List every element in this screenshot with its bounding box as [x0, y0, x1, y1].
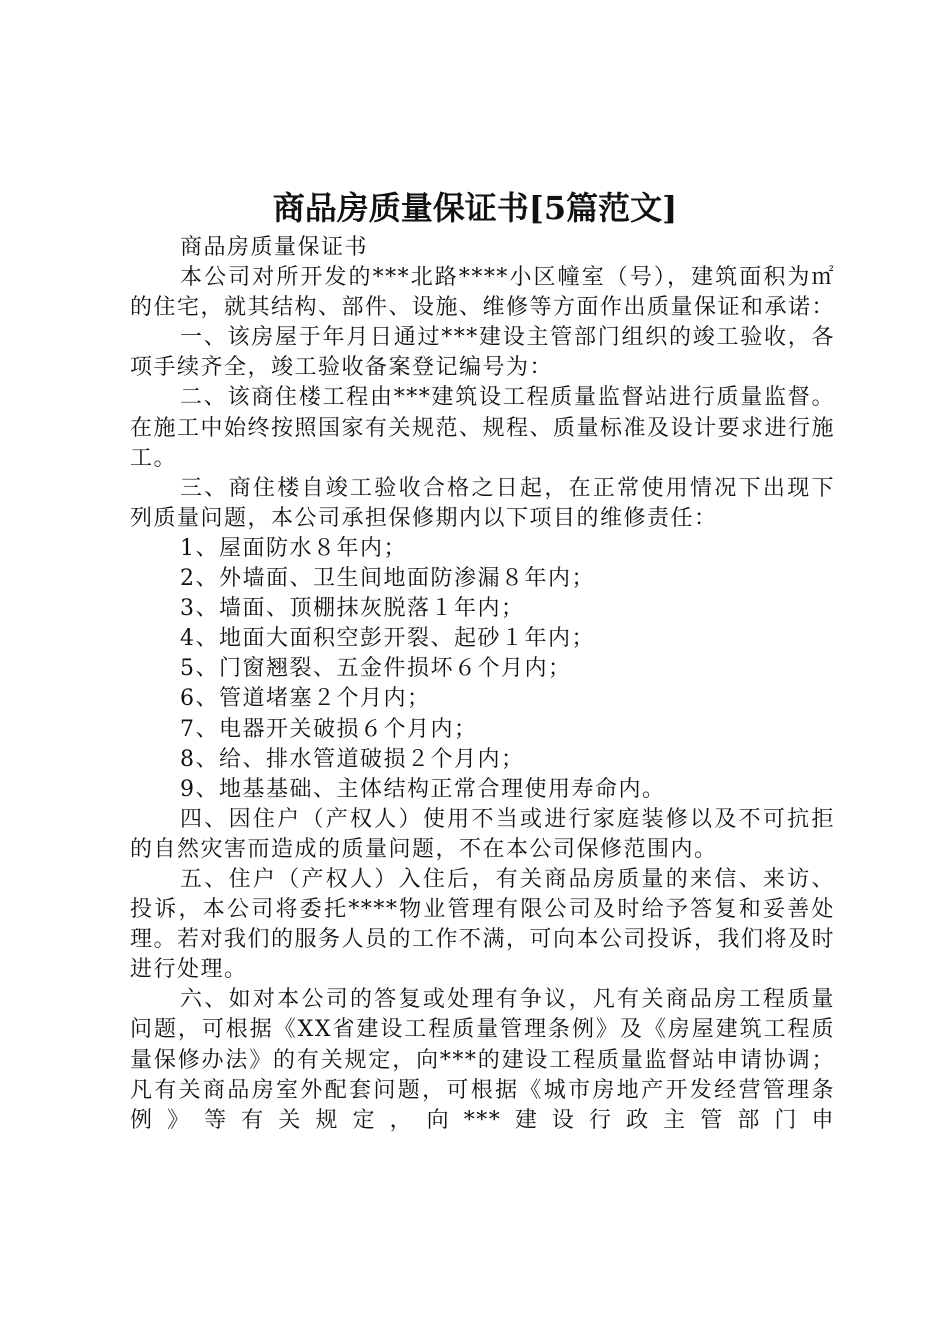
warranty-item-2: 2、外墙面、卫生间地面防渗漏８年内； — [180, 566, 595, 592]
intro-paragraph: 本公司对所开发的***北路****小区幢室（号），建筑面积为㎡的住宅，就其结构、部件、设施、维修等方面作出质量保证和承诺： — [130, 265, 836, 321]
warranty-item-4: 4、地面大面积空彭开裂、起砂１年内； — [180, 626, 595, 652]
subtitle-paragraph: 商品房质量保证书 — [180, 235, 369, 260]
clause-3-paragraph: 三、商住楼自竣工验收合格之日起，在正常使用情况下出现下列质量问题，本公司承担保修期内以下项目的维修责任： — [130, 475, 835, 531]
document-title: 商品房质量保证书[5篇范文] — [272, 189, 678, 227]
document-body — [130, 233, 835, 1136]
warranty-item-9: 9、地基基础、主体结构正常合理使用寿命内。 — [180, 776, 666, 802]
warranty-item-3: 3、墙面、顶棚抹灰脱落１年内； — [180, 596, 525, 622]
clause-1-paragraph: 一、该房屋于年月日通过***建设主管部门组织的竣工验收，各项手续齐全，竣工验收备案登记编号为： — [130, 325, 835, 381]
warranty-item-6: 6、管道堵塞２个月内； — [180, 686, 431, 712]
warranty-item-1: 1、屋面防水８年内； — [180, 535, 407, 561]
warranty-item-8: 8、给、排水管道破损２个月内； — [180, 746, 525, 772]
warranty-item-5: 5、门窗翘裂、五金件损坏６个月内； — [180, 656, 572, 682]
clause-4-paragraph: 四、因住户（产权人）使用不当或进行家庭装修以及不可抗拒的自然灾害而造成的质量问题，不在本公司保修范围内。 — [130, 806, 835, 862]
clause-6-paragraph: 六、如对本公司的答复或处理有争议，凡有关商品房工程质量问题，可根据《XX省建设工程质量管理条例》及《房屋建筑工程质量保修办法》的有关规定，向***的建设工程质量监督站申请协调；凡有关商品房室外配套问题，可根据《城市房地产开发经营管理条例》等有关规定，向***建设行政主管部门申 — [130, 987, 835, 1133]
warranty-item-7: 7、电器开关破损６个月内； — [180, 716, 478, 742]
clause-2-paragraph: 二、该商住楼工程由***建筑设工程质量监督站进行质量监督。在施工中始终按照国家有关规范、规程、质量标准及设计要求进行施工。 — [130, 385, 836, 471]
clause-5-paragraph: 五、住户（产权人）入住后，有关商品房质量的来信、来访、投诉，本公司将委托****物业管理有限公司及时给予答复和妥善处理。若对我们的服务人员的工作不满，可向本公司投诉，我们将及时进行处理。 — [130, 866, 836, 983]
